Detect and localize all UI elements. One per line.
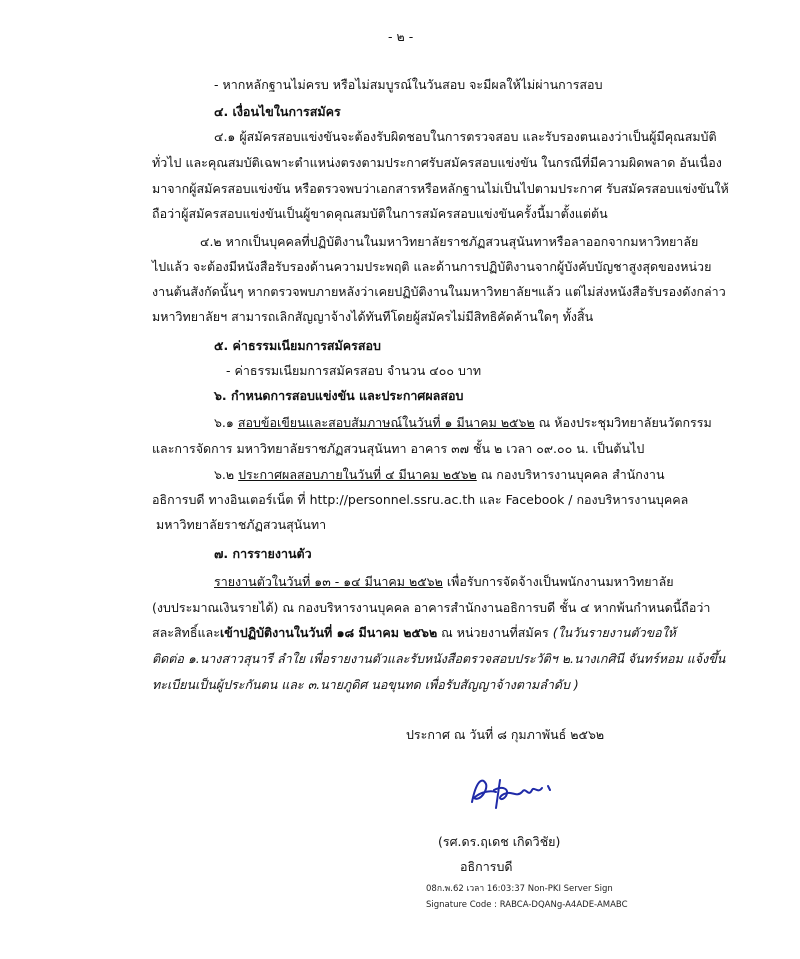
contact-note-line: ทะเบียนเป็นผู้ประกันตน และ ๓.นายภูดิศ นอขุนทด เพื่อรับสัญญาจ้างตามลำดับ ) (152, 677, 579, 692)
section-6-1-lead: ๖.๑ (214, 415, 238, 430)
work-unit-text: ณ หน่วยงานที่สมัคร (437, 625, 553, 640)
contact-note-line: ติดต่อ ๑.นางสาวสุนารี ลำใย เพื่อรายงานตัวและรับหนังสือตรวจสอบประวัติฯ ๒.นางเกศินี จันทร์หอม แจ้งขึ้น (152, 651, 726, 666)
section-6-1-line (214, 414, 712, 432)
exam-date: สอบข้อเขียนและสอบสัมภาษณ์ในวันที่ ๑ มีนาคม ๒๕๖๒ (237, 415, 535, 430)
section-4-1-line: ทั่วไป และคุณสมบัติเฉพาะตำแหน่งตรงตามประกาศรับสมัครสอบแข่งขัน ในกรณีที่มีความผิดพลาด อันเนื่อง (152, 155, 722, 170)
section-4-heading: ๔. เงื่อนไขในการสมัคร (214, 104, 341, 119)
section-4-1-line: มาจากผู้สมัครสอบแข่งขัน หรือตรวจพบว่าเอกสารหรือหลักฐานไม่เป็นไปตามประกาศ รับสมัครสอบแข่งขันให้ (152, 181, 729, 196)
handwritten-signature-icon (466, 772, 558, 812)
fee-line: - ค่าธรรมเนียมการสมัครสอบ จำนวน ๔๐๐ บาท (226, 363, 482, 378)
section-4-1-line: ถือว่าผู้สมัครสอบแข่งขันเป็นผู้ขาดคุณสมบัติในการสมัครสอบแข่งขันครั้งนี้มาตั้งแต่ต้น (152, 206, 608, 221)
signatory-title: อธิการบดี (460, 859, 513, 874)
section-7-line3 (152, 624, 676, 642)
evidence-note: - หากหลักฐานไม่ครบ หรือไม่สมบูรณ์ในวันสอบ จะมีผลให้ไม่ผ่านการสอบ (214, 77, 603, 92)
section-4-1-line: ๔.๑ ผู้สมัครสอบแข่งขันจะต้องรับผิดชอบในการตรวจสอบ และรับรองตนเองว่าเป็นผู้มีคุณสมบัติ (214, 129, 717, 144)
signatory-name: (รศ.ดร.ฤเดช เกิดวิชัย) (438, 834, 561, 849)
section-4-2-line: ๔.๒ หากเป็นบุคคลที่ปฏิบัติงานในมหาวิทยาลัยราชภัฏสวนสุนันทาหรือลาออกจากมหาวิทยาลัย (200, 234, 699, 249)
section-4-2-line: งานต้นสังกัดนั้นๆ หากตรวจพบภายหลังว่าเคยปฏิบัติงานในมหาวิทยาลัยฯแล้ว แต่ไม่ส่งหนังสือรับรองดังกล่าว (152, 284, 726, 299)
result-venue: ณ กองบริหารงานบุคคล สำนักงาน (476, 467, 665, 482)
exam-venue: ณ ห้องประชุมวิทยาลัยนวัตกรรม (534, 415, 712, 430)
section-6-2-lead: ๖.๒ (214, 467, 239, 482)
report-date: รายงานตัวในวันที่ ๑๓ - ๑๔ มีนาคม ๒๕๖๒ (214, 574, 443, 589)
section-6-1-line2: และการจัดการ มหาวิทยาลัยราชภัฏสวนสุนันทา อาคาร ๓๗ ชั้น ๒ เวลา ๐๙.๐๐ น. เป็นต้นไป (152, 441, 645, 456)
sign-meta: 08ก.พ.62 เวลา 16:03:37 Non-PKI Server Sign (426, 884, 613, 894)
forfeit-text: สละสิทธิ์และ (152, 625, 220, 640)
result-date: ประกาศผลสอบภายในวันที่ ๔ มีนาคม ๒๕๖๒ (238, 467, 477, 482)
start-work-date: เข้าปฏิบัติงานในวันที่ ๑๘ มีนาคม ๒๕๖๒ (219, 625, 438, 640)
section-7-line2: (งบประมาณเงินรายได้) ณ กองบริหารงานบุคคล อาคารสำนักงานอธิการบดี ชั้น ๔ หากพ้นกำหนดนี้ถือว่า (152, 600, 711, 615)
contact-note-start: (ในวันรายงานตัวขอให้ (552, 625, 677, 640)
section-6-2-line (214, 466, 665, 484)
sign-code: Signature Code : RABCA-DQANg-A4ADE-AMABC (426, 900, 628, 910)
page-number: - ๒ - (388, 29, 414, 44)
section-4-2-line: มหาวิทยาลัยฯ สามารถเลิกสัญญาจ้างได้ทันทีโดยผู้สมัครไม่มีสิทธิคัดค้านใดๆ ทั้งสิ้น (152, 309, 594, 324)
section-5-heading: ๕. ค่าธรรมเนียมการสมัครสอบ (214, 338, 381, 353)
section-7-heading: ๗. การรายงานตัว (214, 546, 312, 561)
section-7-line1 (214, 573, 674, 591)
section-6-heading: ๖. กำหนดการสอบแข่งขัน และประกาศผลสอบ (214, 388, 464, 403)
announce-date: ประกาศ ณ วันที่ ๘ กุมภาพันธ์ ๒๕๖๒ (406, 727, 605, 742)
report-purpose: เพื่อรับการจัดจ้างเป็นพนักงานมหาวิทยาลัย (442, 574, 674, 589)
section-4-2-line: ไปแล้ว จะต้องมีหนังสือรับรองด้านความประพฤติ และด้านการปฏิบัติงานจากผู้บังคับบัญชาสูงสุดของหน่วย (152, 259, 712, 274)
section-6-2-line3: มหาวิทยาลัยราชภัฏสวนสุนันทา (156, 517, 327, 532)
section-6-2-line2: อธิการบดี ทางอินเตอร์เน็ต ที่ http://personnel.ssru.ac.th และ Facebook / กองบริหารงานบุคคล (152, 492, 689, 507)
